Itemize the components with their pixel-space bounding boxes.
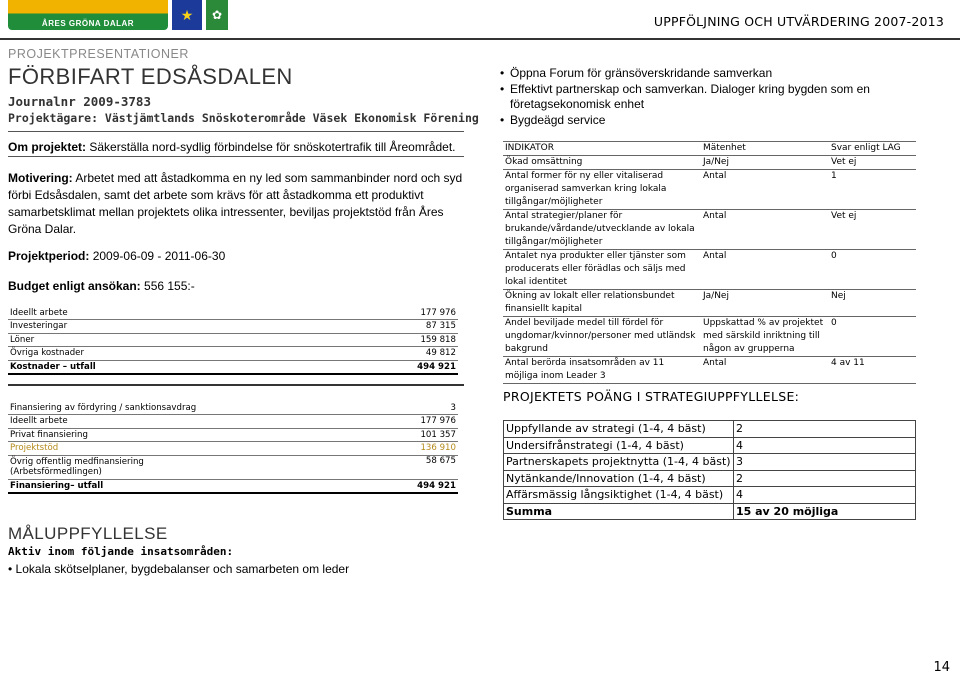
score-value: 3 [734,454,916,471]
indicator-cell: Ökning av lokalt eller relationsbundet finansiellt kapital [503,290,701,317]
about-text: Säkerställa nord-sydlig förbindelse för snöskotertrafik till Åreområdet. [89,140,456,154]
score-table [503,420,916,520]
table-row [504,470,916,487]
indicator-table [503,141,916,384]
score-value: 2 [734,421,916,438]
header-divider [0,38,960,40]
indicator-cell: Antal strategier/planer för brukande/vårdande/utvecklande av lokala tillgångar/möjligheter [503,210,701,250]
indicator-cell: Ökad omsättning [503,156,701,170]
table-row [503,290,916,317]
row-amount: 159 818 [312,333,458,347]
score-title: PROJEKTETS POÄNG I STRATEGIUPPFYLLELSE: [503,389,800,404]
row-amount: 177 976 [312,306,458,320]
table-row [8,415,458,429]
list-item: • Öppna Forum för gränsöverskridande samverkan [500,66,920,82]
table-row [8,320,458,334]
goals-title: MÅLUPPFYLLELSE [8,524,168,543]
unit-cell: Antal [701,210,829,250]
unit-cell: Uppskattad % av projektet med särskild inriktning till någon av grupperna [701,317,829,357]
table-row [8,333,458,347]
motivation-label: Motivering: [8,171,73,185]
divider [8,131,464,132]
page-title: FÖRBIFART EDSÅSDALEN [8,64,293,89]
column-header: Svar enligt LAG [829,142,916,156]
list-item: • Bygdeägd service [500,113,920,129]
table-row [504,487,916,504]
answer-cell: 0 [829,250,916,290]
motivation-section [8,170,464,238]
period-label: Projektperiod: [8,249,90,263]
row-label: Privat finansiering [8,428,228,442]
row-amount: 177 976 [228,415,458,429]
journal-number: Journalnr 2009-3783 [8,94,151,109]
period-value: 2009-06-09 - 2011-06-30 [92,249,226,263]
column-header: Mätenhet [701,142,829,156]
table-row [504,437,916,454]
table-row [503,170,916,210]
goals-subtitle: Aktiv inom följande insatsområden: [8,545,234,558]
unit-cell: Antal [701,250,829,290]
row-label: Investeringar [8,320,312,334]
table-row [503,210,916,250]
financing-table [8,401,458,494]
column-header: INDIKATOR [503,142,701,156]
divider [8,156,464,157]
leader-logo-icon: ✿ [206,0,228,30]
answer-cell: Vet ej [829,156,916,170]
row-amount: 58 675 [228,455,458,479]
table-row [8,455,458,479]
budget-summary [8,279,195,293]
answer-cell: 0 [829,317,916,357]
unit-cell: Antal [701,170,829,210]
score-total-value: 15 av 20 möjliga [734,503,916,520]
score-label: Affärsmässig långsiktighet (1-4, 4 bäst) [504,487,734,504]
score-label: Undersifrånstrategi (1-4, 4 bäst) [504,437,734,454]
about-section [8,140,464,154]
list-item: • Effektivt partnerskap och samverkan. Dialoger kring bygden som en företagsekonomisk enhet [500,82,920,113]
total-label: Finansiering– utfall [8,479,228,493]
table-row [8,347,458,361]
table-row [8,428,458,442]
row-label: Finansiering av fördyring / sanktionsavdrag [8,401,228,415]
cost-table [8,306,458,375]
project-owner: Projektägare: Västjämtlands Snöskoterområde Väsek Ekonomisk Förening [8,111,479,125]
table-row [503,317,916,357]
table-row [8,306,458,320]
table-row [8,401,458,415]
score-value: 2 [734,470,916,487]
unit-cell: Antal [701,357,829,384]
table-row [8,442,458,456]
answer-cell: 4 av 11 [829,357,916,384]
table-row [504,454,916,471]
budget-value: 556 155:- [144,279,195,293]
total-row [504,503,916,520]
row-label: Övrig offentlig medfinansiering (Arbetsförmedlingen) [8,455,228,479]
row-amount: 3 [228,401,458,415]
score-label: Nytänkande/Innovation (1-4, 4 bäst) [504,470,734,487]
divider [8,384,464,386]
row-amount: 49 812 [312,347,458,361]
section-label: PROJEKTPRESENTATIONER [8,47,189,61]
goal-text: Lokala skötselplaner, bygdebalanser och samarbeten om leder [15,562,350,576]
ares-grona-dalar-logo [8,0,168,30]
indicator-cell: Antalet nya produkter eller tjänster som producerats eller förädlas och säljs med lokal identitet [503,250,701,290]
answer-cell: 1 [829,170,916,210]
score-value: 4 [734,487,916,504]
eu-flag-icon: ★ [172,0,202,30]
total-label: Kostnader – utfall [8,360,312,374]
total-amount: 494 921 [228,479,458,493]
total-row [8,360,458,374]
page-number: 14 [933,660,950,675]
row-label: Övriga kostnader [8,347,312,361]
table-header-row [503,142,916,156]
header-logos [8,0,230,30]
indicator-cell: Andel beviljade medel till fördel för ungdomar/kvinnor/personer med utländsk bakgrund [503,317,701,357]
row-label: Ideellt arbete [8,415,228,429]
about-label: Om projektet: [8,140,87,154]
report-title: UPPFÖLJNING OCH UTVÄRDERING 2007-2013 [653,14,944,29]
indicator-cell: Antal berörda insatsområden av 11 möjliga inom Leader 3 [503,357,701,384]
total-amount: 494 921 [312,360,458,374]
table-row [504,421,916,438]
indicator-cell: Antal former för ny eller vitaliserad organiserad samverkan kring lokala tillgångar/möjligheter [503,170,701,210]
score-value: 4 [734,437,916,454]
score-total-label: Summa [504,503,734,520]
budget-label: Budget enligt ansökan: [8,279,141,293]
row-label: Ideellt arbete [8,306,312,320]
table-row [503,156,916,170]
logo-text: ÅRES GRÖNA DALAR [41,19,135,28]
motivation-text: Arbetet med att åstadkomma en ny led som sammanbinder nord och syd förbi Edsåsdalen, samt det arbete som krävs för att åstadkomma ett produktivt samarbetsklimat mellan projektets olika intressenter, beviljas projektstöd från Åres Gröna Dalar. [8,171,463,236]
total-row [8,479,458,493]
row-amount: 87 315 [312,320,458,334]
objectives-list [500,66,920,128]
row-amount: 136 910 [228,442,458,456]
unit-cell: Ja/Nej [701,290,829,317]
row-label: Projektstöd [8,442,228,456]
row-label: Löner [8,333,312,347]
unit-cell: Ja/Nej [701,156,829,170]
answer-cell: Vet ej [829,210,916,250]
table-row [503,357,916,384]
project-period [8,249,225,263]
score-label: Partnerskapets projektnytta (1-4, 4 bäst) [504,454,734,471]
score-label: Uppfyllande av strategi (1-4, 4 bäst) [504,421,734,438]
answer-cell: Nej [829,290,916,317]
list-item: • Lokala skötselplaner, bygdebalanser och samarbeten om leder [8,562,350,576]
row-amount: 101 357 [228,428,458,442]
table-row [503,250,916,290]
